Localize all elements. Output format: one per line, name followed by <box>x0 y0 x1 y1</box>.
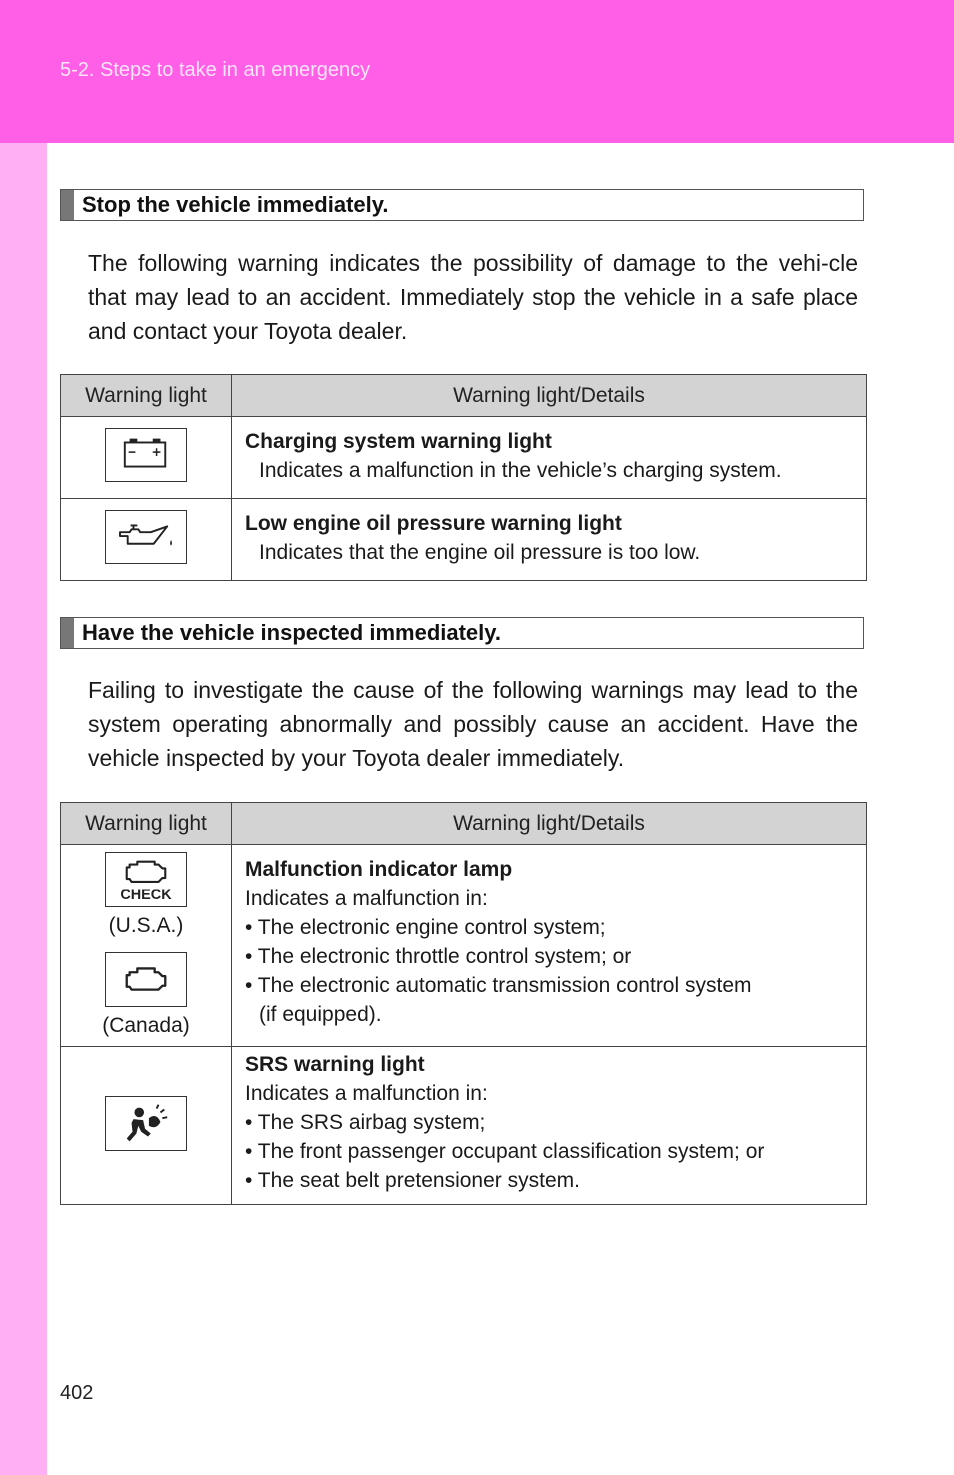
heading-bar <box>61 618 74 648</box>
table-row <box>61 499 867 581</box>
section-heading-text: Have the vehicle inspected immediately. <box>82 620 501 645</box>
column-header-details: Warning light/Details <box>232 803 867 845</box>
icon-cell <box>61 499 232 581</box>
section-paragraph: Failing to investigate the cause of the following warnings may lead to the system operating abnormally and possibly cause an accident. Have the vehicle inspected by your Toyota dealer immediately. <box>88 677 858 771</box>
warning-title: Low engine oil pressure warning light <box>245 512 622 535</box>
table-row <box>61 845 867 1047</box>
icon-caption-usa: (U.S.A.) <box>108 914 184 937</box>
header-band <box>0 0 954 143</box>
airbag-icon <box>105 1096 187 1151</box>
list-item: • The SRS airbag system; <box>245 1111 486 1134</box>
check-label: CHECK <box>120 887 172 904</box>
detail-cell <box>232 845 867 1047</box>
warning-description: Indicates that the engine oil pressure is too low. <box>259 541 701 564</box>
detail-cell <box>232 499 867 581</box>
breadcrumb: 5-2. Steps to take in an emergency <box>60 59 371 81</box>
section-paragraph: The following warning indicates the possibility of damage to the vehi-cle that may lead to an accident. Immediately stop the vehicle in a safe place and contact your Toyota dealer. <box>88 250 858 344</box>
section-heading-text: Stop the vehicle immediately. <box>82 192 389 217</box>
warning-title: Malfunction indicator lamp <box>245 858 513 881</box>
table-row <box>61 417 867 499</box>
heading-bar <box>61 190 74 220</box>
list-item: • The electronic engine control system; <box>245 916 606 939</box>
detail-cell <box>232 1047 867 1205</box>
list-item: • The electronic throttle control system; or <box>245 945 632 968</box>
warning-table-inspect <box>60 802 867 1205</box>
list-item: • The electronic automatic transmission control system <box>245 974 752 997</box>
detail-cell <box>232 417 867 499</box>
section-heading-inspect <box>60 617 864 649</box>
section-heading-stop <box>60 189 864 221</box>
column-header-warning-light: Warning light <box>61 375 232 417</box>
table-row <box>61 1047 867 1205</box>
warning-intro: Indicates a malfunction in: <box>245 887 488 910</box>
page-number: 402 <box>60 1382 94 1404</box>
warning-description: Indicates a malfunction in the vehicle’s charging system. <box>259 459 782 482</box>
side-strip <box>0 143 47 1475</box>
icon-cell <box>61 417 232 499</box>
list-item-continuation: (if equipped). <box>259 1003 382 1026</box>
warning-intro: Indicates a malfunction in: <box>245 1082 488 1105</box>
engine-icon <box>105 952 187 1007</box>
oil-can-icon <box>105 510 187 564</box>
column-header-warning-light: Warning light <box>61 803 232 845</box>
icon-cell <box>61 1047 232 1205</box>
icon-cell <box>61 845 232 1047</box>
warning-title: SRS warning light <box>245 1053 425 1076</box>
list-item: • The front passenger occupant classification system; or <box>245 1140 765 1163</box>
icon-caption-canada: (Canada) <box>102 1014 190 1037</box>
warning-table-stop <box>60 374 867 581</box>
battery-icon <box>105 428 187 482</box>
warning-title: Charging system warning light <box>245 430 552 453</box>
list-item: • The seat belt pretensioner system. <box>245 1169 580 1192</box>
check-engine-icon <box>105 852 187 907</box>
column-header-details: Warning light/Details <box>232 375 867 417</box>
